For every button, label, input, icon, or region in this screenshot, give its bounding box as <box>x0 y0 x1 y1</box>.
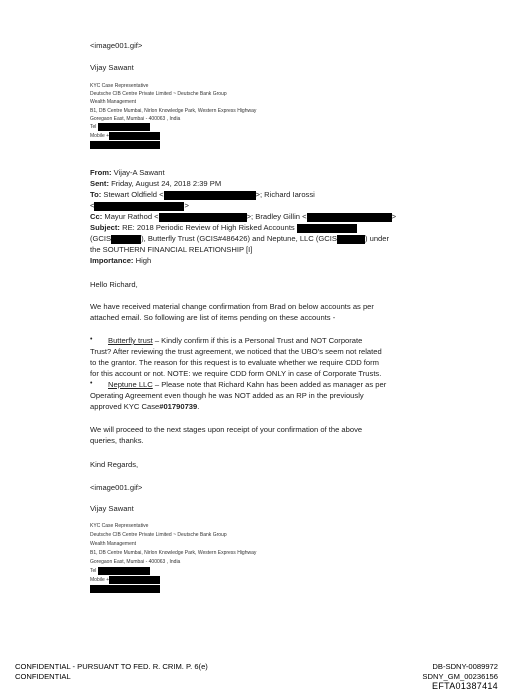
image-placeholder: <image001.gif> <box>90 483 143 492</box>
case-number: #01790739 <box>159 402 198 411</box>
sender-title: KYC Case Representative <box>90 83 149 89</box>
bates-number-2: SDNY_GM_00236156 <box>422 671 498 681</box>
bullet-2-line3-c: . <box>197 402 200 411</box>
bullet-2-title: Neptune LLC <box>108 380 153 389</box>
sender-title: KYC Case Representative <box>90 523 149 529</box>
subject-value: RE: 2018 Periodic Review of High Risked Accounts <box>122 223 295 232</box>
bullet-1-line-3: to the grantor. The reason for this request is to evaluate whether we require CDD form <box>90 358 379 367</box>
bullet-1-title: Butterfly trust <box>108 336 153 345</box>
redaction-box <box>94 202 184 211</box>
paragraph-3-line-1: We will proceed to the next stages upon receipt of your confirmation of the above <box>90 425 363 434</box>
subject-line2-a: (GCIS <box>90 234 112 243</box>
greeting: Hello Richard, <box>90 280 138 289</box>
from-label: From: <box>90 168 112 177</box>
from-line <box>90 168 165 178</box>
bullet-2-line-1 <box>108 380 386 390</box>
to-line-2 <box>90 201 189 211</box>
bullet-2-line-3 <box>90 402 199 412</box>
importance-label: Importance: <box>90 256 134 265</box>
bullet-1-line-1 <box>108 336 362 346</box>
sender-division: Wealth Management <box>90 541 137 547</box>
bullet-icon: • <box>90 336 93 343</box>
redaction-box <box>98 567 150 575</box>
sender-address-line1: B1, DB Centre Mumbai, Nirlon Knowledge Park, Western Express Highway <box>90 550 257 556</box>
cc-value-end: > <box>391 212 396 221</box>
bullet-1-text: – Kindly confirm if this is a Personal Trust and NOT Corporate <box>152 336 363 345</box>
sender-name: Vijay Sawant <box>90 504 134 513</box>
redaction-box <box>98 123 150 131</box>
sender-address-line2: Goregaon East, Mumbai - 400063 , India <box>90 116 181 122</box>
to-label: To: <box>90 190 102 199</box>
sender-company: Deutsche CIB Centre Private Limited ~ Deutsche Bank Group <box>90 532 227 538</box>
redaction-box <box>90 585 160 593</box>
cc-line <box>90 212 396 222</box>
confidential-label: CONFIDENTIAL <box>15 671 71 681</box>
subject-label: Subject: <box>90 223 120 232</box>
mobile-label: Mobile + <box>90 577 110 583</box>
tel-label: Tel <box>90 124 97 130</box>
bates-number-1: DB-SDNY-0089972 <box>432 662 498 671</box>
redaction-box <box>164 191 256 200</box>
paragraph-1-line-2: attached email. So following are list of items pending on these accounts - <box>90 313 336 322</box>
sender-division: Wealth Management <box>90 99 137 105</box>
subject-line2-c: ) under <box>364 234 390 243</box>
redaction-box <box>90 141 160 149</box>
to-value-line2-start: < <box>90 201 95 210</box>
paragraph-3-line-2: queries, thanks. <box>90 436 144 445</box>
bates-number-3: EFTA01387414 <box>432 681 498 691</box>
cc-value-mid: >; Bradley Gillin < <box>246 212 307 221</box>
to-line <box>90 190 315 200</box>
sent-line <box>90 179 221 189</box>
to-value-line2-end: > <box>184 201 189 210</box>
subject-line-2 <box>90 234 389 244</box>
sent-value: Friday, August 24, 2018 2:39 PM <box>111 179 222 188</box>
sent-label: Sent: <box>90 179 109 188</box>
sender-company: Deutsche CIB Centre Private Limited ~ Deutsche Bank Group <box>90 91 227 97</box>
redaction-box <box>111 235 141 244</box>
bullet-1-line-4: for this account or not. NOTE: we require CDD form ONLY in case of Corporate Trusts. <box>90 369 382 378</box>
to-value-mid: >; Richard Iarossi <box>255 190 315 199</box>
to-value-start: Stewart Oldfield < <box>103 190 164 199</box>
image-placeholder: <image001.gif> <box>90 41 143 50</box>
redaction-box <box>297 224 357 233</box>
confidential-notice: CONFIDENTIAL - PURSUANT TO FED. R. CRIM. P. 6(e) <box>15 662 208 671</box>
cc-label: Cc: <box>90 212 103 221</box>
redaction-box <box>307 213 392 222</box>
footer-right <box>422 662 498 692</box>
redaction-box <box>337 235 365 244</box>
redaction-box <box>109 576 160 584</box>
sender-address-line1: B1, DB Centre Mumbai, Nirlon Knowledge Park, Western Express Highway <box>90 108 257 114</box>
footer-left <box>15 662 208 681</box>
cc-value-start: Mayur Rathod < <box>104 212 159 221</box>
paragraph-1-line-1: We have received material change confirmation from Brad on below accounts as per <box>90 302 374 311</box>
mobile-label: Mobile + <box>90 133 110 139</box>
from-value: Vijay-A Sawant <box>113 168 165 177</box>
redaction-box <box>159 213 247 222</box>
tel-label: Tel <box>90 568 97 574</box>
subject-line-3: the SOUTHERN FINANCIAL RELATIONSHIP [I] <box>90 245 253 254</box>
bullet-2-line-2: Operating Agreement even though he was NOT added as an RP in the previously <box>90 391 364 400</box>
subject-line2-b: ), Butterfly Trust (GCIS#486426) and Neptune, LLC (GCIS <box>141 234 337 243</box>
bullet-1-line-2: Trust? After reviewing the trust agreement, we noticed that the UBO’s seem not related <box>90 347 382 356</box>
sender-address-line2: Goregaon East, Mumbai - 400063 , India <box>90 559 181 565</box>
subject-line <box>90 223 357 233</box>
redaction-box <box>109 132 160 140</box>
bullet-2-line3-a: approved KYC Case <box>90 402 160 411</box>
sender-name: Vijay Sawant <box>90 63 134 72</box>
closing: Kind Regards, <box>90 460 139 469</box>
bullet-icon: • <box>90 380 93 387</box>
importance-value: High <box>135 256 152 265</box>
bullet-2-text: – Please note that Richard Kahn has been added as manager as per <box>152 380 387 389</box>
importance-line <box>90 256 151 266</box>
